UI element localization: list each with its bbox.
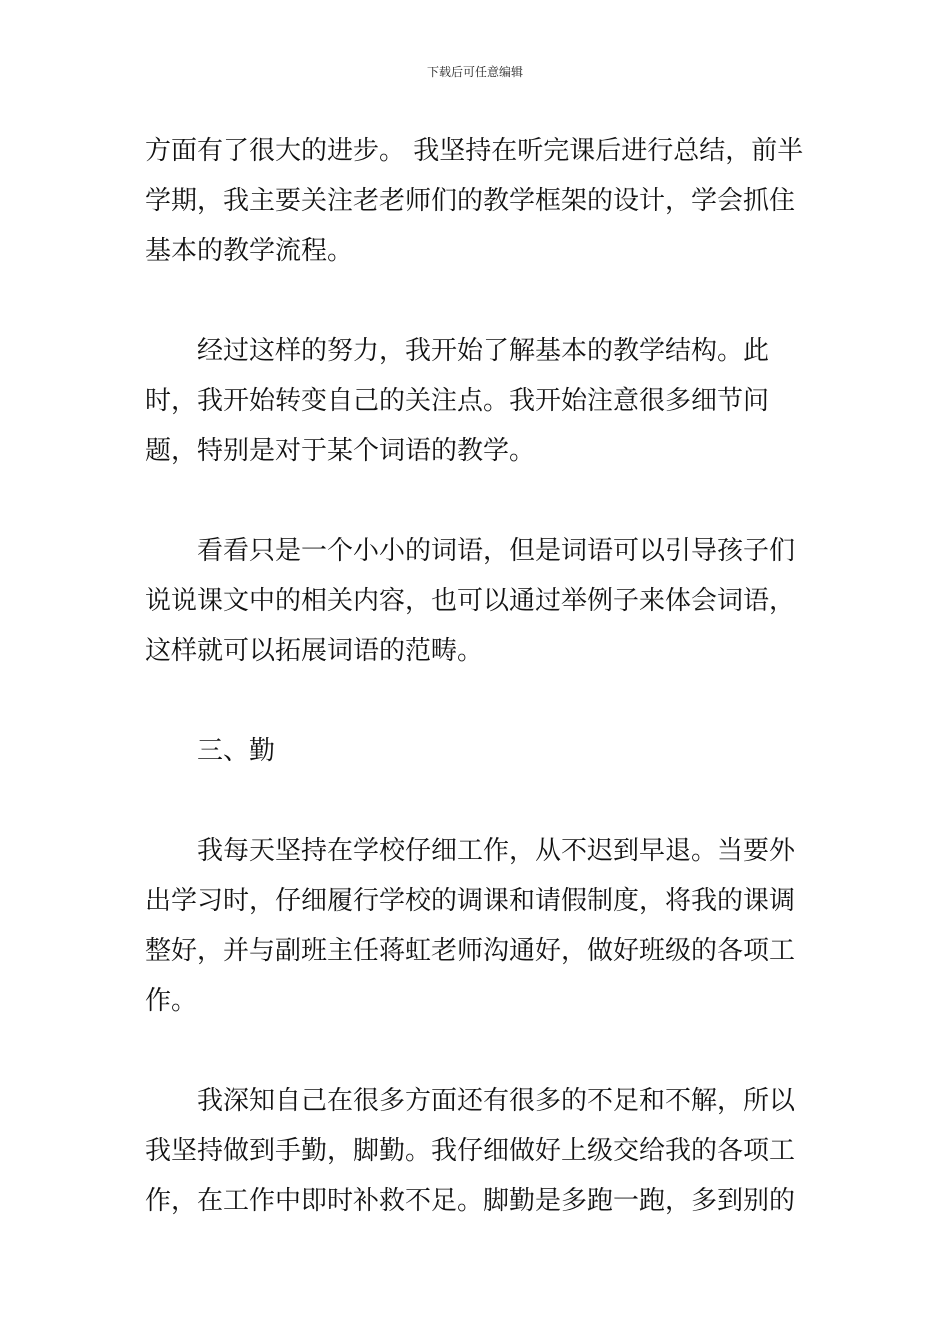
document-body bbox=[145, 126, 810, 1276]
page-header: 下载后可任意编辑 bbox=[426, 65, 523, 79]
section-heading: 三、勤 bbox=[197, 736, 276, 766]
paragraph-1: 方面有了很大的进步。 我坚持在听完课后进行总结，前半学期，我主要关注老老师们的教学框架的设计，学会抓住基本的教学流程。 bbox=[145, 136, 804, 266]
paragraph-3: 看看只是一个小小的词语，但是词语可以引导孩子们说说课文中的相关内容，也可以通过举例子来体会词语，这样就可以拓展词语的范畴。 bbox=[145, 536, 796, 666]
paragraph-2: 经过这样的努力，我开始了解基本的教学结构。此时，我开始转变自己的关注点。我开始注意很多细节问题，特别是对于某个词语的教学。 bbox=[145, 336, 770, 466]
paragraph-4: 我每天坚持在学校仔细工作，从不迟到早退。当要外出学习时，仔细履行学校的调课和请假制度，将我的课调整好，并与副班主任蒋虹老师沟通好，做好班级的各项工作。 bbox=[145, 836, 796, 1016]
paragraph-5: 我深知自己在很多方面还有很多的不足和不解，所以我坚持做到手勤，脚勤。我仔细做好上级交给我的各项工作，在工作中即时补救不足。脚勤是多跑一跑，多到别的 bbox=[145, 1086, 796, 1216]
